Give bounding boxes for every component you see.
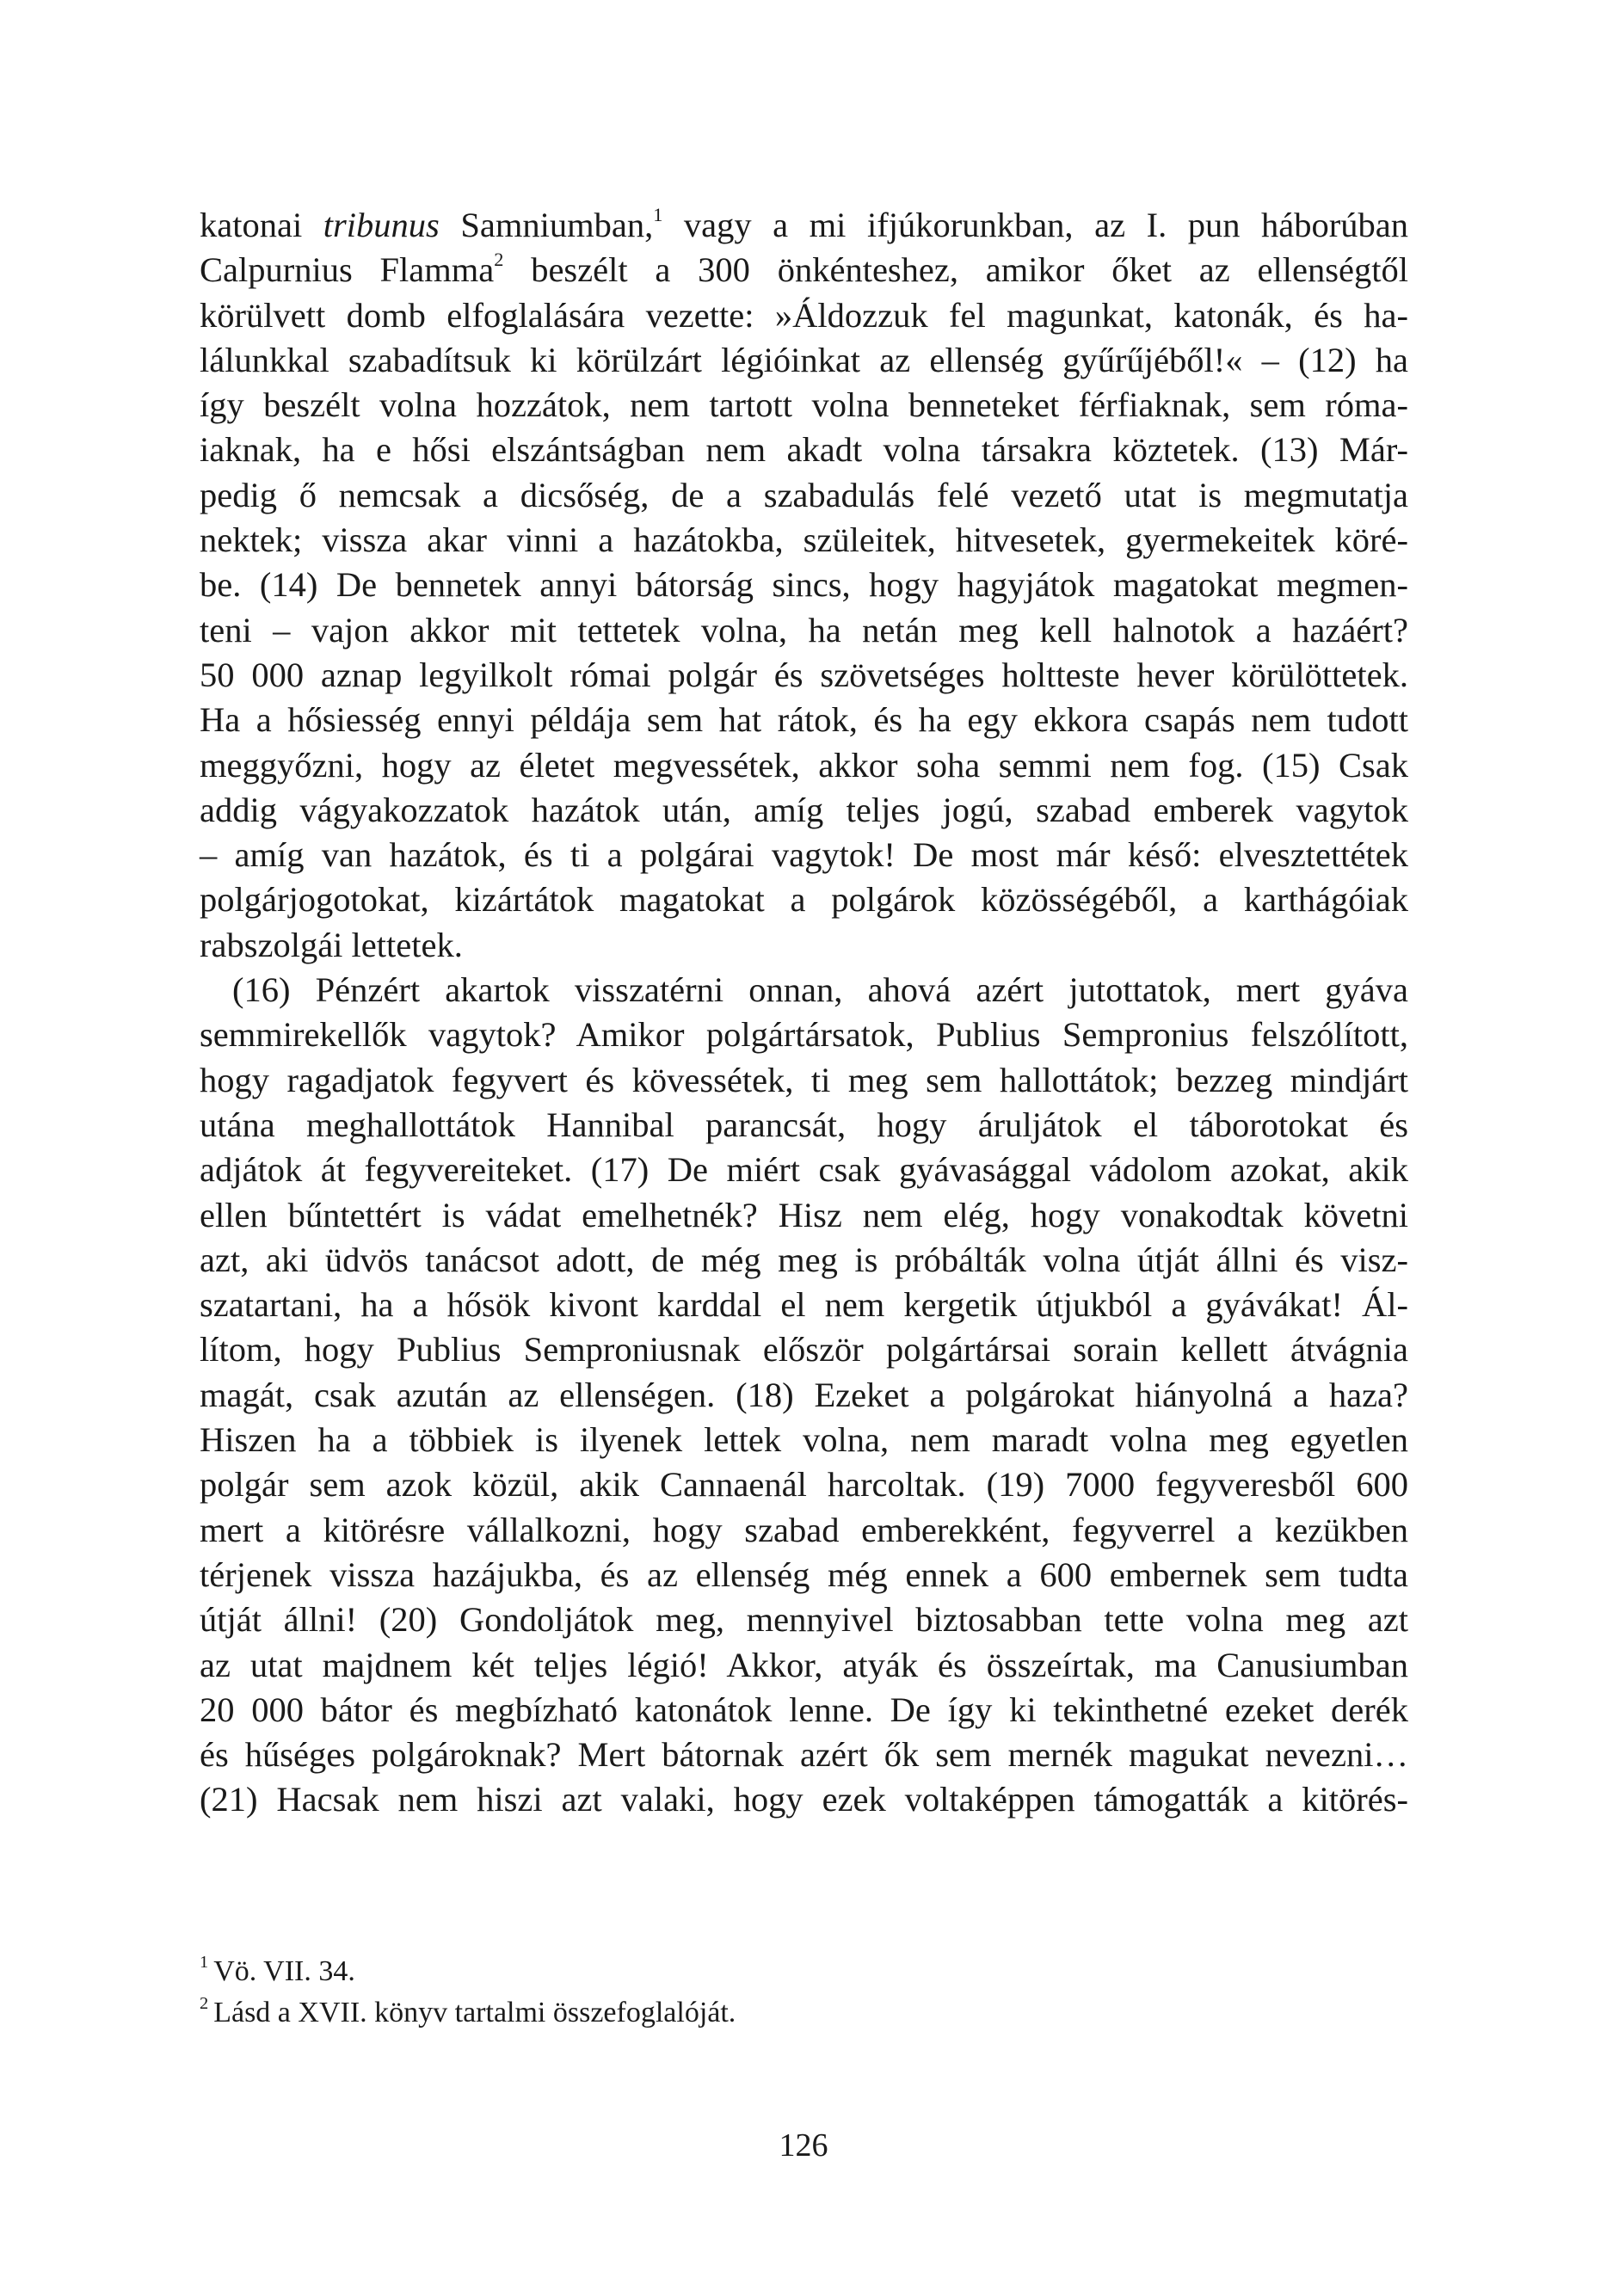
text-line: ellen bűntettért is vádat emelhetnék? Hisz nem elég, hogy vonakodtak követni bbox=[200, 1195, 1408, 1234]
text-line: körülvett domb elfoglalására vezette: »Áldozzuk fel magunkat, katonák, és ha- bbox=[200, 295, 1408, 335]
text-line: teni – vajon akkor mit tettetek volna, ha netán meg kell halnotok a hazáért? bbox=[200, 610, 1408, 649]
page-number: 126 bbox=[779, 2127, 828, 2164]
text-run: vagy a mi ifjúkorunkban, az I. pun háborúban bbox=[662, 206, 1408, 244]
text-line: nektek; vissza akar vinni a hazátokba, szüleitek, hitvesetek, gyermekeitek köré- bbox=[200, 520, 1408, 560]
text-line: polgárjogotokat, kizártátok magatokat a polgárok közösségéből, a karthágóiak bbox=[200, 880, 1408, 920]
footnote bbox=[200, 1992, 1408, 2034]
text-line: útját állni! (20) Gondoljátok meg, mennyivel biztosabban tette volna meg azt bbox=[200, 1600, 1408, 1640]
text-line: az utat majdnem két teljes légió! Akkor, atyák és összeírtak, ma Canusiumban bbox=[200, 1645, 1408, 1684]
text-line: azt, aki üdvös tanácsot adott, de még meg is próbálták volna útját állni és visz- bbox=[200, 1240, 1408, 1279]
footnotes bbox=[200, 1951, 1408, 2034]
text-line: adjátok át fegyvereiteket. (17) De miért csak gyávasággal vádolom azokat, akik bbox=[200, 1150, 1408, 1190]
text-line: lítom, hogy Publius Semproniusnak először polgártársai sorain kellett átvágnia bbox=[200, 1330, 1408, 1370]
text-line: iaknak, ha e hősi elszántságban nem akadt volna társakra köztetek. (13) Már- bbox=[200, 430, 1408, 470]
text-line: be. (14) De bennetek annyi bátorság sincs, hogy hagyjátok magatokat megmen- bbox=[200, 565, 1408, 605]
text-line: (21) Hacsak nem hiszi azt valaki, hogy ezek voltaképpen támogatták a kitörés- bbox=[200, 1780, 1408, 1819]
text-run: katonai bbox=[200, 206, 323, 244]
text-line: magát, csak azután az ellenségen. (18) Ezeket a polgárokat hiányolná a haza? bbox=[200, 1375, 1408, 1414]
footnote-text: Vö. VII. 34. bbox=[213, 1955, 355, 1987]
text-line: így beszélt volna hozzátok, nem tartott volna benneteket férfiaknak, sem róma- bbox=[200, 385, 1408, 425]
text-line: lálunkkal szabadítsuk ki körülzárt légióinkat az ellenség gyűrűjéből!« – (12) ha bbox=[200, 340, 1408, 379]
text-line: rabszolgái lettetek. bbox=[200, 925, 463, 964]
text-line: pedig ő nemcsak a dicsőség, de a szabadulás felé vezető utat is megmutatja bbox=[200, 475, 1408, 514]
text-run: Calpurnius Flamma bbox=[200, 250, 495, 290]
footnote-marker: 2 bbox=[494, 249, 504, 271]
text-line: meggyőzni, hogy az életet megvessétek, akkor soha semmi nem fog. (15) Csak bbox=[200, 745, 1408, 785]
text-line: 50 000 aznap legyilkolt római polgár és szövetséges holtteste hever körülöttetek. bbox=[200, 655, 1408, 694]
text-line: addig vágyakozzatok hazátok után, amíg teljes jogú, szabad emberek vagytok bbox=[200, 790, 1408, 829]
text-line: hogy ragadjatok fegyvert és kövessétek, ti meg sem hallottátok; bezzeg mindjárt bbox=[200, 1060, 1408, 1099]
italic-term: tribunus bbox=[323, 206, 440, 244]
footnote-number: 1 bbox=[200, 1952, 209, 1972]
text-line: polgár sem azok közül, akik Cannaenál harcoltak. (19) 7000 fegyveresből 600 bbox=[200, 1465, 1408, 1505]
text-line bbox=[200, 203, 1408, 248]
text-line: szatartani, ha a hősök kivont karddal el nem kergetik útjukból a gyávákat! Ál- bbox=[200, 1285, 1408, 1325]
footnote bbox=[200, 1951, 1408, 1992]
text-line: térjenek vissza hazájukba, és az ellenség még ennek a 600 embernek sem tudta bbox=[200, 1554, 1408, 1594]
text-line: (16) Pénzért akartok visszatérni onnan, ahová azért jutottatok, mert gyáva bbox=[232, 970, 1408, 1010]
text-line: Hiszen ha a többiek is ilyenek lettek volna, nem maradt volna meg egyetlen bbox=[200, 1420, 1408, 1460]
text-run: beszélt a 300 önkénteshez, amikor őket az ellenségtől bbox=[503, 250, 1408, 290]
footnote-marker: 1 bbox=[653, 204, 663, 226]
footnote-text: Lásd a XVII. könyv tartalmi összefoglalóját. bbox=[213, 1997, 736, 2028]
text-line: és hűséges polgároknak? Mert bátornak azért ők sem mernék magukat nevezni… bbox=[200, 1735, 1408, 1775]
footnote-number: 2 bbox=[200, 1993, 209, 2013]
text-line: – amíg van hazátok, és ti a polgárai vagytok! De most már késő: elvesztettétek bbox=[200, 835, 1408, 875]
text-line: semmirekellők vagytok? Amikor polgártársatok, Publius Sempronius felszólított, bbox=[200, 1015, 1408, 1055]
text-line: utána meghallottátok Hannibal parancsát, hogy áruljátok el táborotokat és bbox=[200, 1105, 1408, 1144]
text-run: Samniumban, bbox=[439, 206, 654, 244]
text-line: Ha a hősiesség ennyi példája sem hat rátok, és ha egy ekkora csapás nem tudott bbox=[200, 700, 1408, 740]
text-line bbox=[200, 248, 1408, 292]
text-line: 20 000 bátor és megbízható katonátok lenne. De így ki tekinthetné ezeket derék bbox=[200, 1690, 1408, 1729]
body-text bbox=[200, 203, 1408, 1823]
text-line: mert a kitörésre vállalkozni, hogy szabad emberekként, fegyverrel a kezükben bbox=[200, 1510, 1408, 1549]
